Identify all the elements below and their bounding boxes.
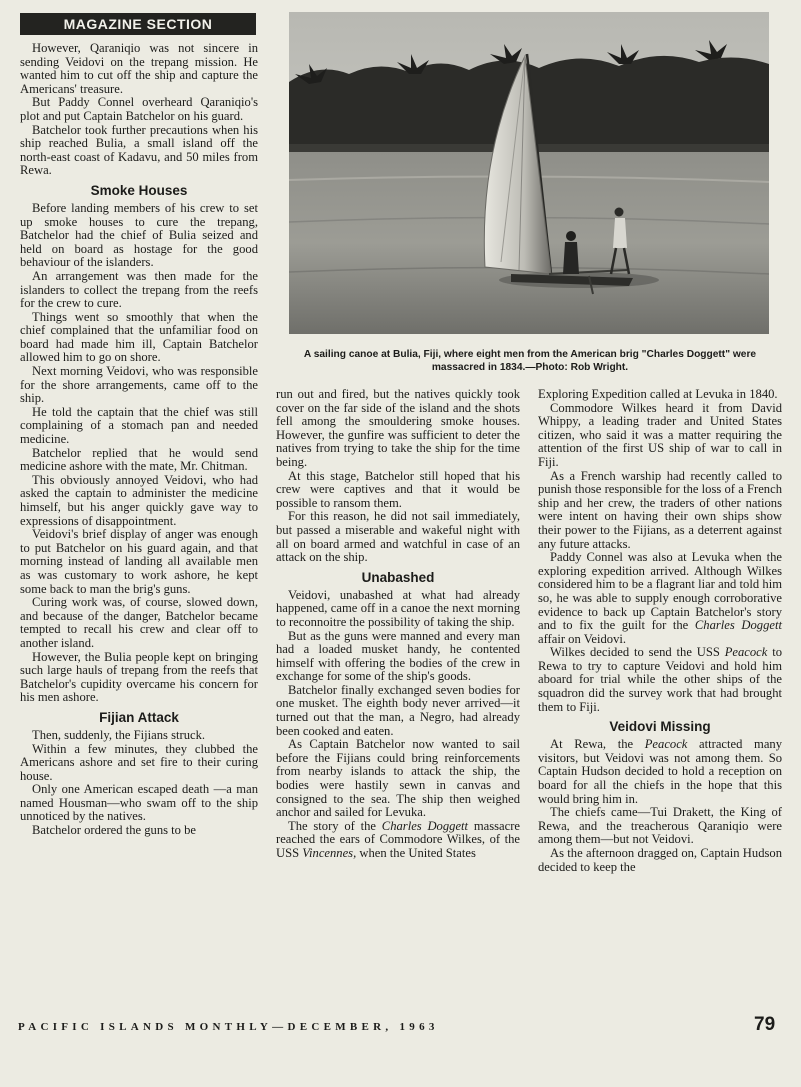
text-run: massacre reached the ears of Commodore Wilkes, of the USS	[276, 818, 520, 860]
ship-name: Vincennes,	[302, 846, 357, 860]
paragraph: Within a few minutes, they clubbed the Americans ashore and set fire to their curing house.	[20, 741, 258, 783]
paragraph: Batchelor took further precautions when his ship reached Bulia, a small island off the north-east coast of Kadavu, and 50 miles from Rewa.	[20, 122, 258, 178]
article-column-1	[20, 42, 258, 838]
text-run: The story of the	[288, 818, 382, 833]
paragraph: Batchelor finally exchanged seven bodies for one musket. The eighth body never arrived—it turned out that the man, a Negro, had already been cooked and eaten.	[276, 682, 520, 738]
paragraph: Curing work was, of course, slowed down, and because of the danger, Batchelor became tempted to recall his crew and clear off to another island.	[20, 595, 258, 650]
paragraph: Commodore Wilkes heard it from David Whippy, a leading trader and United States citizen, who said it was a matter requiring the attention of the first US ship of war to call in Fiji.	[538, 400, 782, 469]
paragraph: As the afternoon dragged on, Captain Hudson decided to keep the	[538, 846, 782, 874]
paragraph: As a French warship had recently called to punish those responsible for the loss of a French ship and her crew, the traders of other nations were intent on having their own ships show their power to the Fijians, as a deterrent against any future attacks.	[538, 468, 782, 551]
paragraph: Batchelor replied that he would send medicine ashore with the mate, Mr. Chitman.	[20, 445, 258, 474]
paragraph: But as the guns were manned and every man had a loaded musket handy, he contented himself with offering the bodies of the crew in exchange for some of the ship's goods.	[276, 628, 520, 684]
paragraph: Exploring Expedition called at Levuka in 1840.	[538, 387, 778, 401]
subheading-veidovi-missing: Veidovi Missing	[609, 719, 711, 735]
ship-name: Charles Doggett	[694, 618, 782, 633]
paragraph: The chiefs came—Tui Drakett, the King of Rewa, and the treacherous Qaraniqio were among them—but not Veidovi.	[538, 805, 782, 847]
paragraph: Next morning Veidovi, who was responsible for the shore arrangements, came off to the ship.	[20, 364, 258, 406]
paragraph	[276, 820, 520, 861]
paragraph	[538, 551, 782, 646]
text-run: Wilkes decided to send the USS	[550, 645, 725, 660]
paragraph: For this reason, he did not sail immediately, but passed a miserable and wakeful night with all on board armed and watchful in case of an attack on the ship.	[276, 509, 520, 565]
paragraph: This obviously annoyed Veidovi, who had asked the captain to administer the medicine himself, but his anger quickly gave way to expressions of disappointment.	[20, 472, 258, 528]
text-run: Paddy Connel was also at Levuka when the exploring expedition arrived. Although Wilkes considered him to be a flagrant liar and told him so, he was able to supply enough corroborative evidence to back up Captain Batchelor's story and to fix the guilt for the	[538, 550, 782, 633]
text-run: affair on Veidovi.	[538, 631, 627, 646]
article-column-3	[538, 388, 782, 874]
text-run: At Rewa, the	[550, 737, 645, 752]
paragraph: Then, suddenly, the Fijians struck.	[32, 727, 206, 742]
paragraph: Veidovi, unabashed at what had already happened, came off in a canoe the next morning to reconnoitre the possibility of taking the ship.	[276, 587, 520, 629]
paragraph	[538, 738, 782, 806]
paragraph: Veidovi's brief display of anger was enough to put Batchelor on his guard again, and that morning instead of landing all available men as was customary to work ashore, he kept some back to man the brig's guns.	[20, 527, 258, 596]
text-run: to Rewa to try to capture Veidovi and hold him aboard for trial while the other ships of the squadron did the survey work that had brought them to Fiji.	[538, 645, 782, 714]
paragraph: However, Qaraniqio was not sincere in sending Veidovi on the trepang mission. He wanted him to cut off the ship and capture the Americans' treasure.	[20, 41, 258, 96]
article-column-2	[276, 388, 520, 861]
subheading-unabashed: Unabashed	[361, 569, 435, 585]
photo-caption: A sailing canoe at Bulia, Fiji, where eight men from the American brig "Charles Doggett" were massacred in 1834.—Photo: Rob Wright.	[303, 349, 757, 373]
paragraph: run out and fired, but the natives quickly took cover on the far side of the island and the shots fell among the smouldering smoke houses. However, the gunfire was sufficient to deter the natives from trying to take the ship for the time being.	[276, 387, 520, 469]
page-footer: PACIFIC ISLANDS MONTHLY—DECEMBER, 1963	[18, 1021, 439, 1033]
paragraph: An arrangement was then made for the islanders to collect the trepang from the reefs for the crew to cure.	[20, 268, 258, 311]
paragraph: Things went so smoothly that when the chief complained that the unfamiliar food on board had made him ill, Captain Batchelor allowed him to go on shore.	[20, 309, 258, 365]
sailing-canoe-photo	[289, 12, 769, 334]
ship-name: Peacock	[644, 737, 688, 752]
paragraph: He told the captain that the chief was still complaining of a stomach pan and needed medicine.	[20, 404, 258, 447]
ship-name: Charles Doggett	[381, 818, 469, 833]
paragraph: However, the Bulia people kept on bringing such large hauls of trepang from the reefs that Batchelor's cupidity overcame his concern for his men ashore.	[20, 649, 258, 705]
section-header: MAGAZINE SECTION	[20, 13, 256, 35]
subheading-fijian-attack: Fijian Attack	[99, 709, 179, 725]
text-run: attracted many visitors, but Veidovi was not among them. So Captain Hudson decided to hold a reception on board for all the chiefs in the hope that this would bring him in.	[538, 737, 783, 806]
paragraph: As Captain Batchelor now wanted to sail before the Fijians could bring reinforcements from nearby islands to attack the ship, the bodies were hastily sewn in canvas and consigned to the sea. The ship then weighed anchor and sailed for Levuka.	[276, 737, 520, 820]
paragraph: Batchelor ordered the guns to be	[32, 823, 197, 838]
paragraph: But Paddy Connel overheard Qaraniqio's plot and put Captain Batchelor on his guard.	[20, 95, 258, 123]
paragraph: At this stage, Batchelor still hoped that his crew were captives and that it would be possible to ransom them.	[276, 468, 520, 510]
ship-name: Peacock	[724, 645, 768, 660]
subheading-smoke-houses: Smoke Houses	[90, 182, 188, 198]
text-run: when the United States	[356, 846, 476, 860]
paragraph	[538, 646, 782, 714]
paragraph: Before landing members of his crew to set up smoke houses to cure the trepang, Batchelor had the chief of Bulia seized and held on board as hostage for the good behaviour of the islanders.	[20, 200, 258, 270]
paragraph: Only one American escaped death —a man named Housman—who swam off to the ship unnoticed by the natives.	[20, 782, 258, 824]
page-number: 79	[754, 1014, 776, 1035]
